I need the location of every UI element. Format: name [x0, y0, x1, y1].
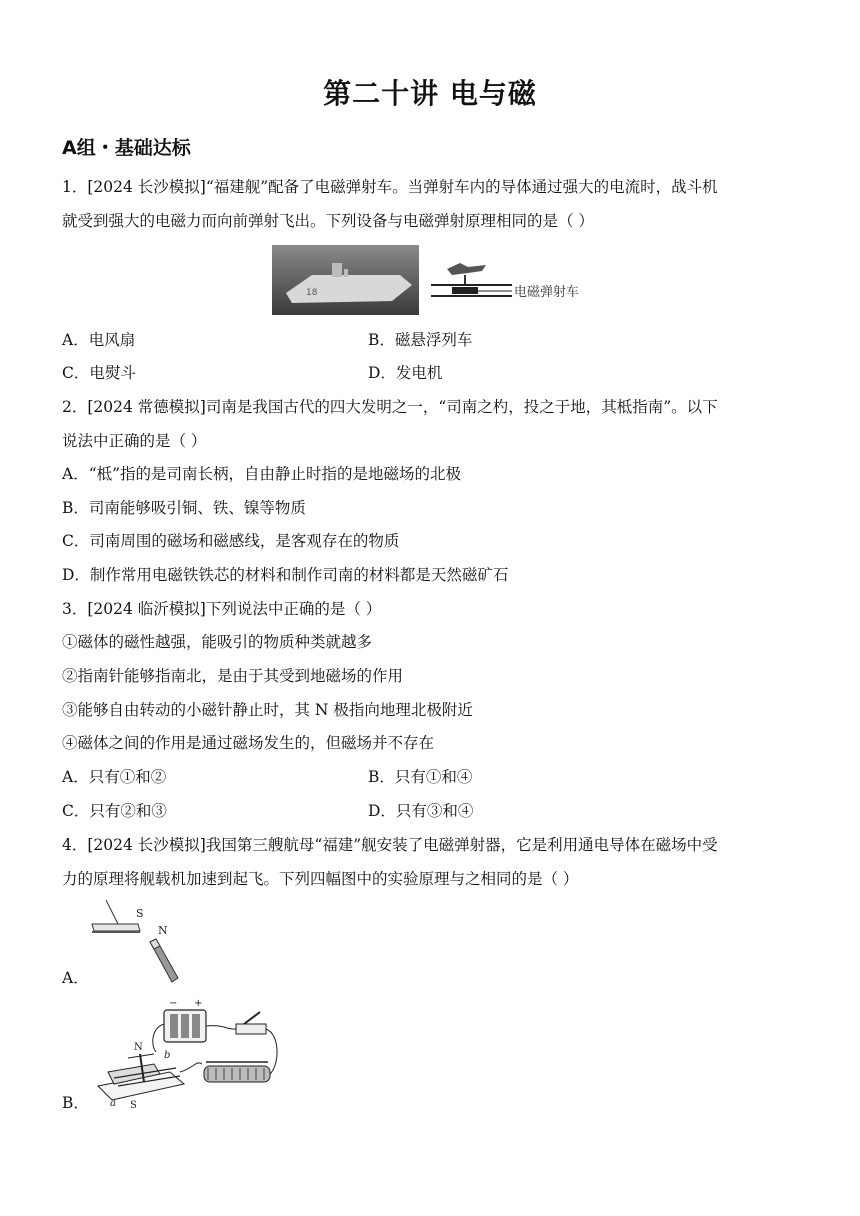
- svg-text:+: +: [194, 998, 203, 1009]
- catapult-label: 电磁弹射车: [514, 285, 580, 300]
- q1-stem-line1: 1．[2024 长沙模拟]“福建舰”配备了电磁弹射车。当弹射车内的导体通过强大的电流时，战斗机: [62, 178, 718, 196]
- q2-option-d: D．制作常用电磁铁铁芯的材料和制作司南的材料都是天然磁矿石: [62, 566, 509, 584]
- q3-stem: 3．[2024 临沂模拟]下列说法中正确的是（ ）: [62, 600, 382, 618]
- page-title: 第二十讲 电与磁: [323, 77, 537, 110]
- svg-text:N: N: [134, 1042, 143, 1053]
- q3-statement-2: ②指南针能够指南北，是由于其受到地磁场的作用: [62, 667, 404, 685]
- q4-stem-line2: 力的原理将舰载机加速到起飞。下列四幅图中的实验原理与之相同的是（ ）: [62, 870, 579, 888]
- svg-text:−: −: [169, 998, 178, 1009]
- q2-stem-line1: 2．[2024 常德模拟]司南是我国古代的四大发明之一，“司南之杓，投之于地，其柢指南”。以下: [62, 398, 718, 416]
- q3-statement-3: ③能够自由转动的小磁针静止时，其 N 极指向地理北极附近: [62, 701, 473, 719]
- label-s: S: [136, 907, 144, 920]
- q3-statement-1: ①磁体的磁性越强，能吸引的物质种类就越多: [62, 633, 373, 651]
- svg-text:18: 18: [306, 288, 318, 298]
- circuit-rails-illustration: [84, 994, 284, 1109]
- q4-figure-a: [88, 898, 198, 992]
- carrier-catapult-illustration: [272, 245, 612, 317]
- q3-statement-4: ④磁体之间的作用是通过磁场发生的，但磁场并不存在: [62, 734, 435, 752]
- svg-text:a: a: [110, 1098, 116, 1109]
- q1-stem-line2: 就受到强大的电磁力而向前弹射飞出。下列设备与电磁弹射原理相同的是（ ）: [62, 212, 594, 230]
- svg-text:b: b: [164, 1050, 171, 1061]
- svg-text:S: S: [130, 1100, 137, 1109]
- q3-option-c: C．只有②和③: [62, 802, 167, 820]
- q1-option-d: D．发电机: [368, 364, 443, 382]
- q3-option-d: D．只有③和④: [368, 802, 474, 820]
- q2-option-a: A．“柢”指的是司南长柄，自由静止时指的是地磁场的北极: [62, 465, 462, 483]
- q1-figure: [272, 245, 612, 321]
- q4-option-b-label: B．: [62, 1094, 89, 1112]
- q1-option-a: A．电风扇: [62, 331, 136, 349]
- bar-magnets-illustration: [88, 898, 198, 988]
- q4-option-a-label: A．: [62, 969, 89, 987]
- q3-option-b: B．只有①和④: [368, 768, 473, 786]
- q2-stem-line2: 说法中正确的是（ ）: [62, 432, 207, 450]
- q3-option-a: A．只有①和②: [62, 768, 167, 786]
- q1-option-c: C．电熨斗: [62, 364, 136, 382]
- catapult-diagram: [431, 263, 579, 300]
- section-heading: A组・基础达标: [62, 137, 191, 159]
- q2-option-c: C．司南周围的磁场和磁感线，是客观存在的物质: [62, 532, 400, 550]
- q1-option-b: B．磁悬浮列车: [368, 331, 473, 349]
- q4-stem-line1: 4．[2024 长沙模拟]我国第三艘航母“福建”舰安装了电磁弹射器，它是利用通电导体在磁场中受: [62, 836, 718, 854]
- q4-figure-b: [84, 994, 284, 1113]
- label-n: N: [158, 924, 168, 937]
- q2-option-b: B．司南能够吸引铜、铁、镍等物质: [62, 499, 306, 517]
